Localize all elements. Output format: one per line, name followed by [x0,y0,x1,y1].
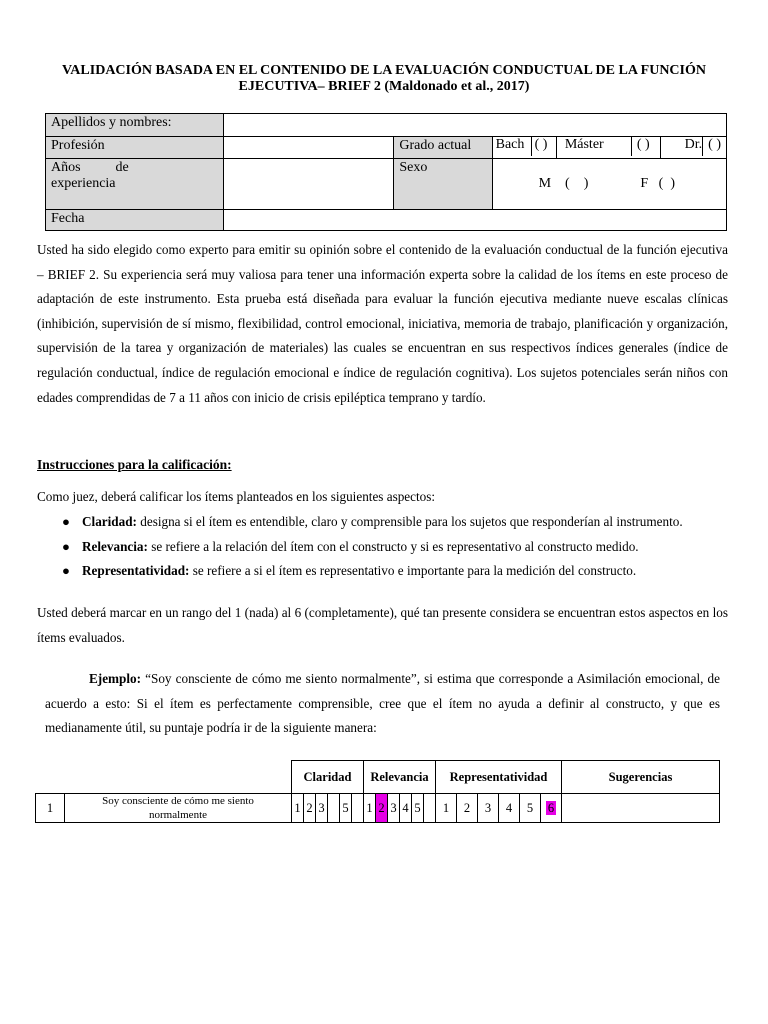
relevancia-option[interactable]: 5 [412,794,424,823]
relevancia-option-selected[interactable]: 2 [376,794,388,823]
bullet-icon: ● [62,539,70,554]
dr-options [660,137,726,159]
sex-m-option[interactable]: M ( ) [538,176,589,191]
claridad-option[interactable]: 2 [304,794,316,823]
grade-label: Grado actual [394,137,492,159]
relevancia-option[interactable]: 4 [400,794,412,823]
title-line-2: EJECUTIVA– BRIEF 2 (Maldonado et al., 2017) [238,79,530,94]
bullet-icon: ● [62,563,70,578]
example-paragraph: Ejemplo: “Soy consciente de cómo me siento normalmente”, si estima que corresponde a Asimilación emocional, de acuerdo a esto: Si el ítem es perfectamente comprensible, cree que el ítem no ayuda a definir al constructo, y que es medianamente útil, su puntaje podría ir de la siguiente manera: [45,671,720,736]
date-field[interactable] [223,210,726,231]
claridad-option[interactable] [328,794,340,823]
representatividad-option[interactable]: 2 [457,794,478,823]
names-field[interactable] [223,114,726,137]
claridad-option[interactable]: 3 [316,794,328,823]
representatividad-option[interactable]: 5 [520,794,541,823]
bach-checkbox[interactable]: ( ) [534,137,548,152]
instructions-intro: Como juez, deberá calificar los ítems planteados en los siguientes aspectos: [37,489,436,504]
master-options [556,137,660,159]
rating-paragraph: Usted deberá marcar en un rango del 1 (nada) al 6 (completamente), qué tan presente considera se encuentran estos aspectos en los ítems evaluados. [37,605,728,645]
relevancia-option[interactable]: 3 [388,794,400,823]
years-label: Años de experiencia [46,159,224,210]
profession-field[interactable] [223,137,393,159]
sex-label: Sexo [394,159,492,210]
master-label: Máster [557,137,632,156]
representatividad-option[interactable]: 3 [478,794,499,823]
sex-options [492,159,726,210]
header-relevancia: Relevancia [364,761,436,794]
document-title [40,63,728,95]
relevancia-option[interactable]: 1 [364,794,376,823]
profession-label: Profesión [46,137,224,159]
example-rating-table [35,760,720,823]
representatividad-option-selected[interactable]: 6 [541,794,562,823]
claridad-option[interactable]: 1 [292,794,304,823]
claridad-option[interactable]: 5 [340,794,352,823]
bach-label: Bach [493,137,532,156]
item-text: Soy consciente de cómo me siento normalmente [65,794,292,823]
expert-info-table [45,113,727,231]
intro-paragraph: Usted ha sido elegido como experto para emitir su opinión sobre el contenido de la evaluación conductual de la función ejecutiva – BRIEF 2. Su experiencia será muy valiosa para tener una información experta sobre la calidad de los ítems en este proceso de adaptación de este instrumento. Esta prueba está diseñada para evaluar la función ejecutiva mediante nueve escalas clínicas (inhibición, supervisión de sí mismo, flexibilidad, control emocional, iniciativa, memoria de trabajo, planificación y organización, supervisión de la tarea y organización de materiales) las cuales se encuentran en sus respectivos índices generales (índice de regulación conductual, índice de regulación emocional e índice de regulación cognitiva). Los sujetos potenciales serán niños con edades comprendidas de 7 a 11 años con inicio de crisis epiléptica temprano y tardío. [37,242,728,405]
header-sugerencias: Sugerencias [562,761,720,794]
relevancia-option[interactable] [424,794,436,823]
bullet-icon: ● [62,514,70,529]
sugerencias-field[interactable] [562,794,720,823]
dr-label: Dr. [661,137,703,156]
sex-f-option[interactable]: F ( ) [640,176,676,191]
item-number: 1 [36,794,65,823]
grade-options [492,137,556,159]
representatividad-option[interactable]: 4 [499,794,520,823]
dr-checkbox[interactable]: ( ) [708,137,721,152]
representatividad-option[interactable]: 1 [436,794,457,823]
instructions-heading: Instrucciones para la calificación: [37,457,232,472]
master-checkbox[interactable]: ( ) [636,137,650,152]
claridad-option[interactable] [352,794,364,823]
names-label-cell: Apellidos y nombres: [46,114,224,137]
date-label: Fecha [46,210,224,231]
header-claridad: Claridad [292,761,364,794]
years-field[interactable] [223,159,393,210]
title-line-1: VALIDACIÓN BASADA EN EL CONTENIDO DE LA EVALUACIÓN CONDUCTUAL DE LA FUNCIÓN [62,63,706,78]
header-representatividad: Representatividad [436,761,562,794]
